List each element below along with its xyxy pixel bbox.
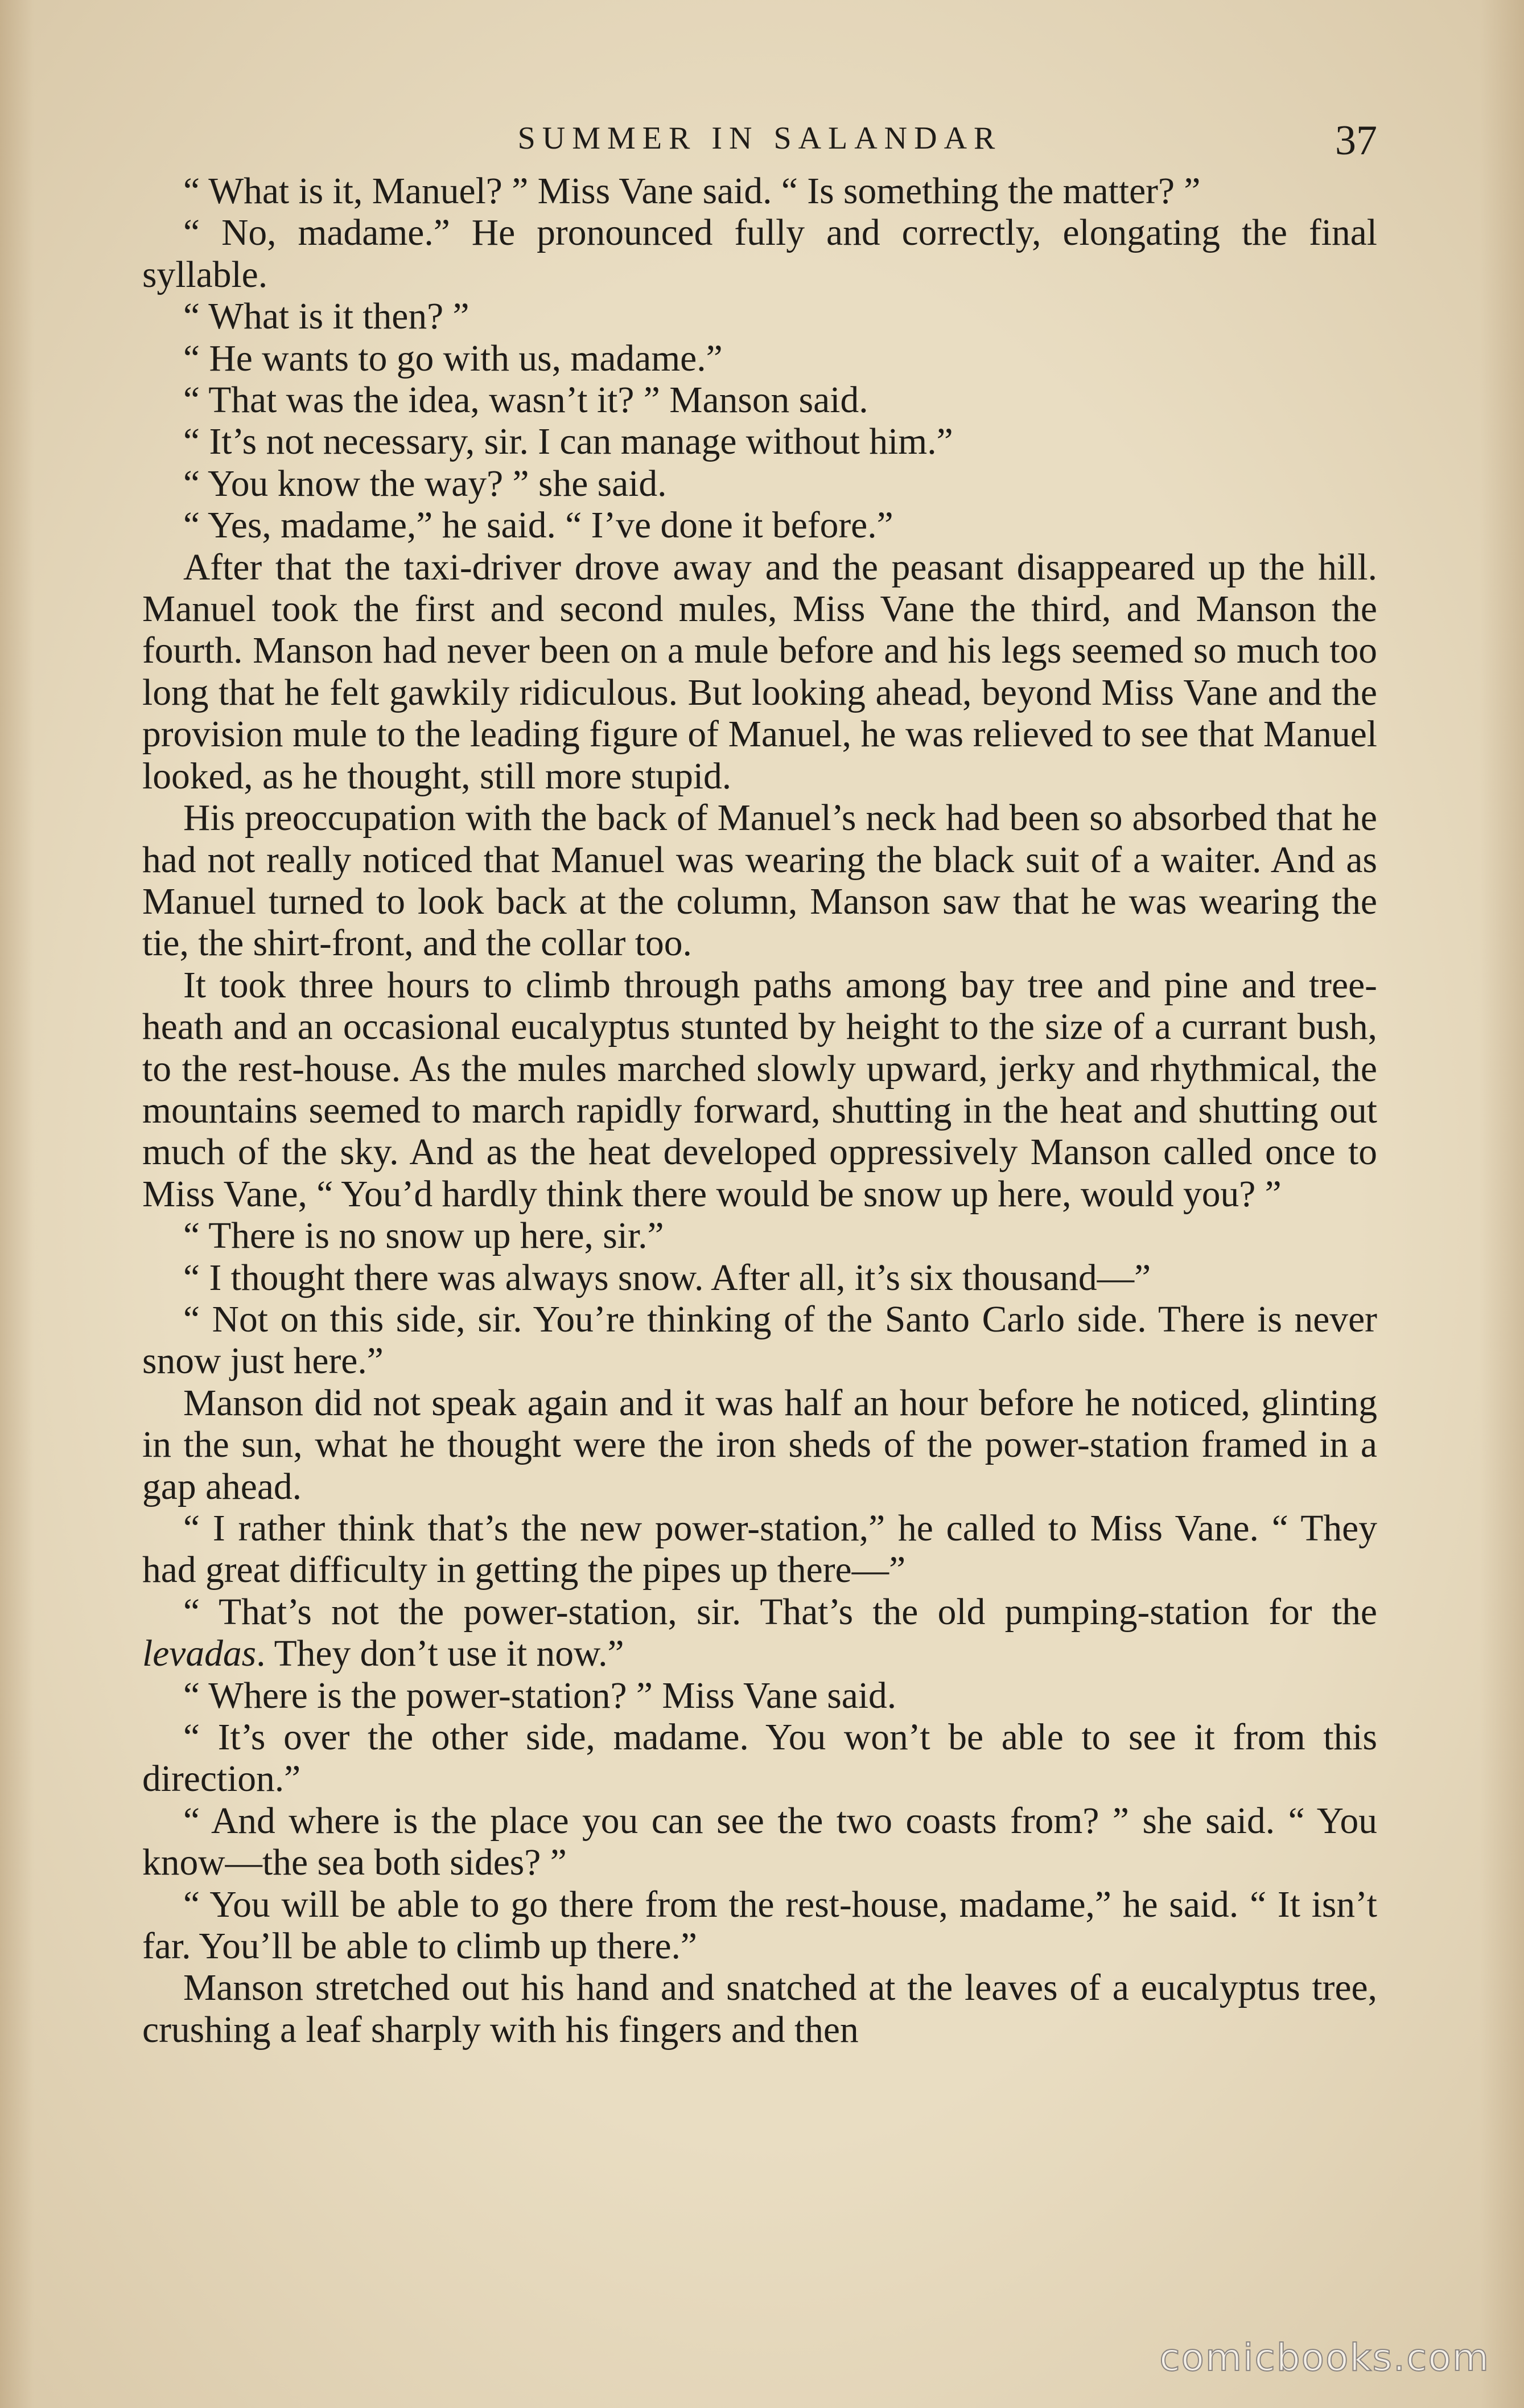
paragraph: “ You will be able to go there from the rest-house, madame,” he said. “ It isn’t far. You’ll be able to climb up there.”	[142, 1884, 1377, 1967]
paragraph: “ I thought there was always snow. After all, it’s six thousand—”	[183, 1257, 1151, 1298]
body-text	[142, 171, 1377, 2051]
paragraph: “ There is no snow up here, sir.”	[183, 1215, 664, 1257]
paragraph: “ That was the idea, wasn’t it? ” Manson said.	[183, 380, 868, 421]
paragraph: It took three hours to climb through paths among bay tree and pine and tree-heath and an occasional eucalyptus stunted by height to the size of a currant bush, to the rest-house. As the mules marched slowly upward, jerky and rhythmical, the mountains seemed to march rapidly forward, shutting in the heat and shutting out much of the sky. And as the heat developed oppressively Manson called once to Miss Vane, “ You’d hardly think there would be snow up here, would you? ”	[142, 964, 1377, 1215]
paragraph: His preoccupation with the back of Manuel’s neck had been so absorbed that he had not really noticed that Manuel was wearing the black suit of a waiter. And as Manuel turned to look back at the column, Manson saw that he was wearing the tie, the shirt-front, and the collar too.	[142, 798, 1377, 964]
paragraph: “ Not on this side, sir. You’re thinking of the Santo Carlo side. There is never snow just here.”	[142, 1298, 1377, 1382]
paragraph: “ What is it then? ”	[183, 296, 469, 338]
paragraph: Manson stretched out his hand and snatched at the leaves of a eucalyptus tree, crushing a leaf sharply with his fingers and then	[142, 1967, 1377, 2051]
paragraph: “ You know the way? ” she said.	[183, 463, 667, 504]
paragraph: “ Where is the power-station? ” Miss Vane said.	[183, 1675, 897, 1716]
paragraph: “ No, madame.” He pronounced fully and correctly, elongating the final syllable.	[142, 212, 1377, 295]
paragraph-text-before: “ That’s not the power-station, sir. That’s the old pumping-station for the	[183, 1591, 1377, 1633]
paragraph: “ It’s not necessary, sir. I can manage without him.”	[183, 421, 953, 463]
watermark: comicbooks.com	[1159, 2336, 1490, 2380]
paragraph: “ Yes, madame,” he said. “ I’ve done it before.”	[183, 505, 893, 546]
paragraph-text-after: . They don’t use it now.”	[256, 1633, 624, 1675]
italic-term: levadas	[142, 1633, 257, 1675]
page-number: 37	[1335, 117, 1377, 164]
page-header	[142, 117, 1377, 179]
paragraph: “ I rather think that’s the new power-station,” he called to Miss Vane. “ They had great difficulty in getting the pipes up there—”	[142, 1508, 1377, 1591]
paragraph: “ What is it, Manuel? ” Miss Vane said. “ Is something the matter? ”	[183, 171, 1201, 212]
paragraph: “ And where is the place you can see the two coasts from? ” she said. “ You know—the sea both sides? ”	[142, 1800, 1377, 1884]
running-title: SUMMER IN SALANDAR	[517, 121, 1002, 156]
paragraph: After that the taxi-driver drove away and the peasant disappeared up the hill. Manuel took the first and second mules, Miss Vane the third, and Manson the fourth. Manson had never been on a mule before and his legs seemed so much too long that he felt gawkily ridiculous. But looking ahead, beyond Miss Vane and the provision mule to the leading figure of Manuel, he was relieved to see that Manuel looked, as he thought, still more stupid.	[142, 546, 1377, 797]
paragraph: Manson did not speak again and it was half an hour before he noticed, glinting in the sun, what he thought were the iron sheds of the power-station framed in a gap ahead.	[142, 1382, 1377, 1507]
paragraph: “ He wants to go with us, madame.”	[183, 338, 723, 379]
paragraph: “ It’s over the other side, madame. You won’t be able to see it from this direction.”	[142, 1717, 1377, 1800]
paragraph-with-italic	[142, 1592, 1377, 1675]
